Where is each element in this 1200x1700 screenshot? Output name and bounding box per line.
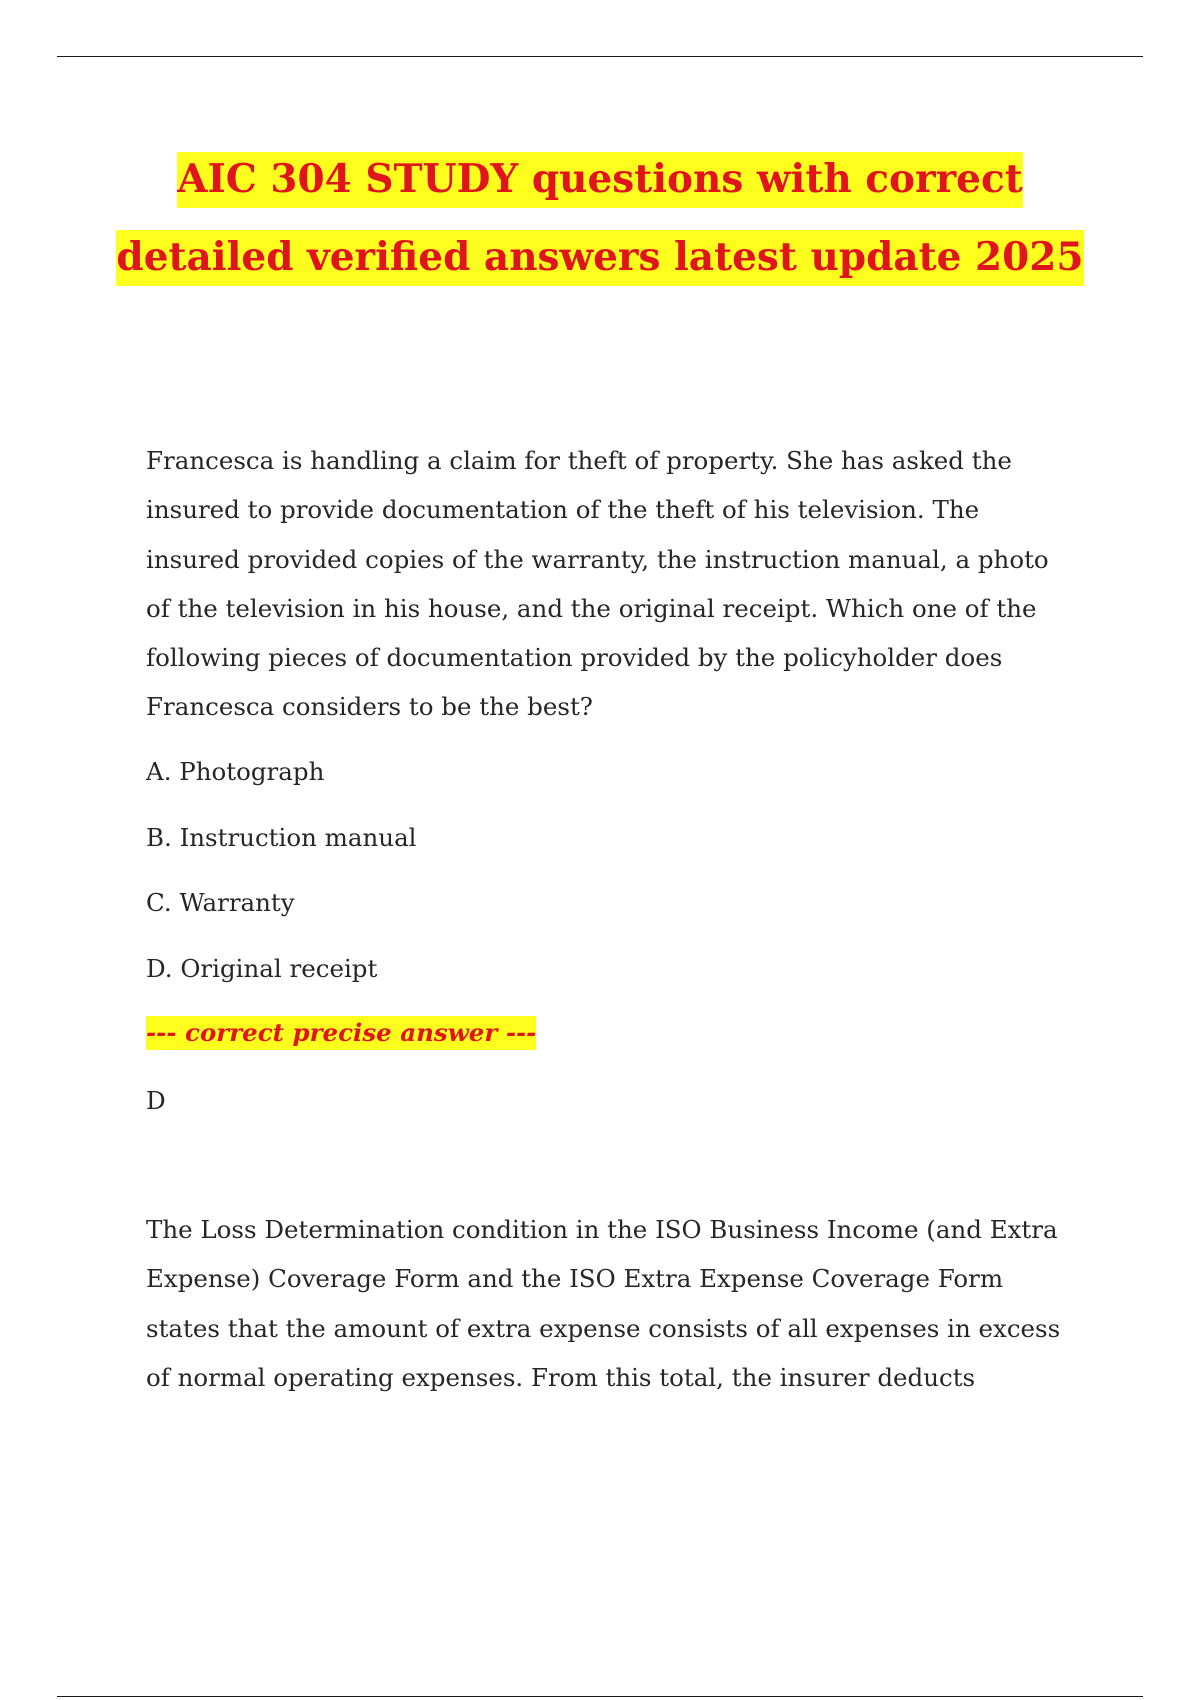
page-title-text: AIC 304 STUDY questions with correct detailed verified answers latest update 2025 (116, 152, 1083, 286)
page-title (100, 140, 1100, 296)
header-rule (57, 56, 1143, 57)
question-2-text: The Loss Determination condition in the ISO Business Income (and Extra Expense) Coverage Form and the ISO Extra Expense Coverage Form states that the amount of extra expense consists of all expenses in excess of normal operating expenses. From this total, the insurer deducts (146, 1215, 1061, 1392)
footer-rule (57, 1696, 1143, 1697)
question-1-option-a: A. Photograph (146, 757, 325, 786)
question-1-text: Francesca is handling a claim for theft of property. She has asked the insured to provide documentation of the theft of his television. The insured provided copies of the warranty, the instruction manual, a photo of the television in his house, and the original receipt. Which one of the following pieces of documentation provided by the policyholder does Francesca considers to be the best? (146, 446, 1049, 722)
question-1-answer-label: --- correct precise answer --- (146, 1016, 536, 1050)
question-1-option-c: C. Warranty (146, 888, 295, 917)
question-1-answer: D (146, 1086, 166, 1115)
question-1-option-d: D. Original receipt (146, 954, 378, 983)
question-1-option-b: B. Instruction manual (146, 823, 417, 852)
